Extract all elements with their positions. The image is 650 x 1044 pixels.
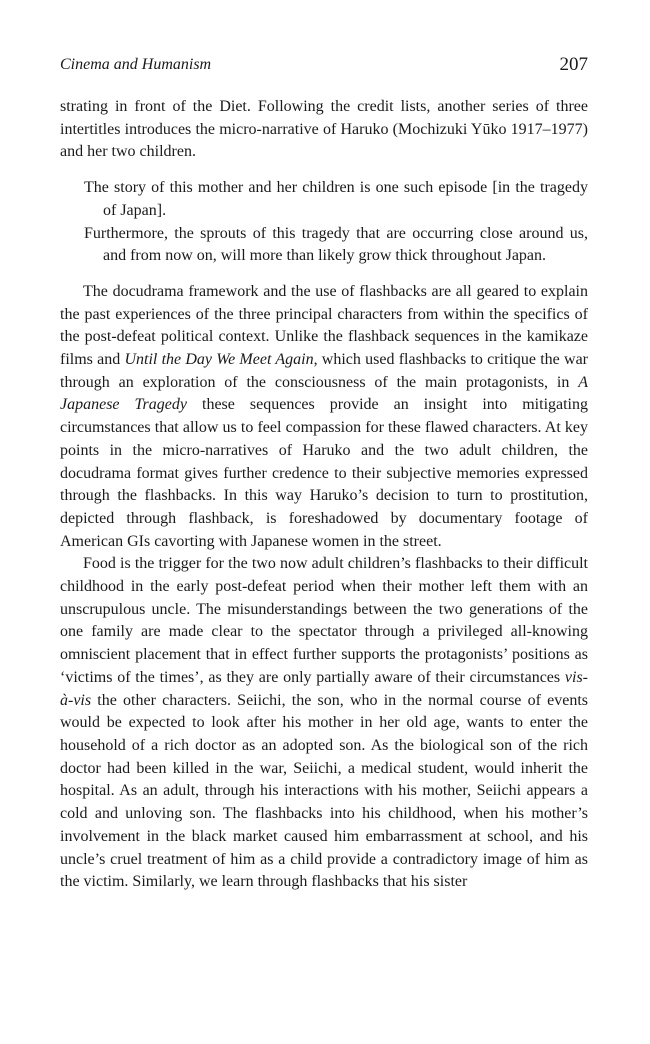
film-title: Until the Day We Meet Again xyxy=(124,351,314,369)
block-quote xyxy=(84,177,588,268)
page-number: 207 xyxy=(559,54,588,75)
block-quote-line: The story of this mother and her children is one such episode [in the tragedy of Japan]. xyxy=(84,179,588,219)
paragraph-text: , which used flashbacks to critique the war through an exploration of the consciousness of the main protagonists, in xyxy=(60,351,588,391)
paragraph xyxy=(60,281,588,553)
body-text xyxy=(60,96,588,894)
running-header xyxy=(60,54,588,78)
paragraph-text: these sequences provide an insight into mitigating circumstances that allow us to feel compassion for these flawed characters. At key points in the micro-narratives of Haruko and the two adult children, the docudrama format gives further credence to their subjective memories expressed through the flashbacks. In this way Haruko’s decision to turn to prostitution, depicted through flashback, is foreshadowed by documentary footage of American GIs cavorting with Japanese women in the street. xyxy=(60,396,589,550)
block-quote-line: Furthermore, the sprouts of this tragedy that are occurring close around us, and from now on, will more than likely grow thick throughout Japan. xyxy=(84,224,588,265)
paragraph xyxy=(60,553,588,894)
paragraph-text: Food is the trigger for the two now adult children’s flashbacks to their difficult childhood in the early post-defeat period when their mother left them with an unscrupulous uncle. The misunderstandings between the two generations of the one family are made clear to the spectator through a privileged all-knowing omniscient placement that in effect further supports the protagonists’ positions as ‘victims of the times’, as they are only partially aware of their circumstances xyxy=(60,555,588,686)
film-title: A Japanese Tragedy xyxy=(60,373,588,414)
paragraph-text: The docudrama framework and the use of flashbacks are all geared to explain the past experiences of the three principal characters from within the specifics of the post-defeat political context. Unlike the flashback sequences in the kamikaze films and xyxy=(60,282,588,369)
italic-phrase: vis-à-vis xyxy=(60,668,588,709)
paragraph-text: the other characters. Seiichi, the son, who in the normal course of events would be expected to look after his mother in her old age, wants to enter the household of a rich doctor as an adopted son. As the biological son of the rich doctor had been killed in the war, Seiichi, a medical student, would inherit the hospital. As an adult, through his interactions with his mother, Seiichi appears a cold and unloving son. The flashbacks into his childhood, when his mother’s involvement in the black market caused him embarrassment at school, and his uncle’s cruel treatment of him as a child provide a contradictory image of him as the victim. Similarly, we learn through flashbacks that his sister xyxy=(60,691,588,891)
running-title: Cinema and Humanism xyxy=(60,56,212,73)
paragraph-continuation: strating in front of the Diet. Following the credit lists, another series of three intertitles introduces the micro-narrative of Haruko (Mochizuki Yūko 1917–1977) and her two children. xyxy=(60,98,588,161)
